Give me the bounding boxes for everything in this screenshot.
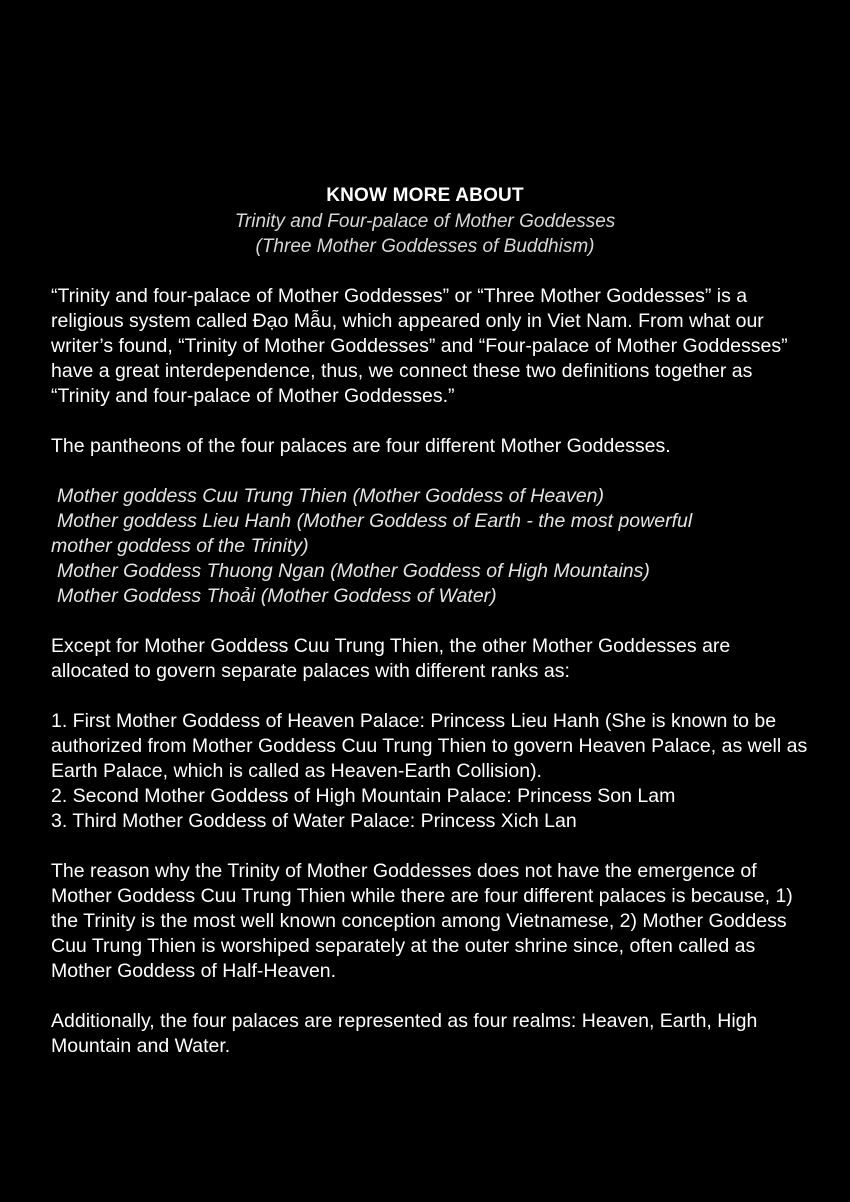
goddess-item [51, 559, 811, 584]
goddess-item-text: Mother Goddess Thuong Ngan (Mother Goddess of High Mountains) [57, 560, 650, 582]
article-body [51, 284, 811, 1059]
goddess-item-text: Mother goddess Cuu Trung Thien (Mother Goddess of Heaven) [57, 485, 604, 507]
goddess-item [51, 509, 811, 534]
allocation-paragraph: Except for Mother Goddess Cuu Trung Thien, the other Mother Goddesses are allocated to govern separate palaces with different ranks as: [51, 635, 731, 682]
rank-item: 1. First Mother Goddess of Heaven Palace: Princess Lieu Hanh (She is known to be authorized from Mother Goddess Cuu Trung Thien to govern Heaven Palace, as well as Earth Palace, which is called as Heaven-Earth Collision). [51, 710, 808, 782]
goddess-item [51, 584, 811, 609]
realms-paragraph: Additionally, the four palaces are represented as four realms: Heaven, Earth, High Mountain and Water. [51, 1010, 758, 1057]
subtitle-line-1: Trinity and Four-palace of Mother Goddesses [234, 211, 616, 232]
header [0, 183, 850, 259]
page-title: KNOW MORE ABOUT [326, 185, 524, 206]
subtitle-line-2: (Three Mother Goddesses of Buddhism) [255, 236, 595, 257]
goddess-list [51, 484, 811, 609]
pantheon-paragraph: The pantheons of the four palaces are four different Mother Goddesses. [51, 435, 671, 457]
goddess-item [51, 484, 811, 509]
rank-item: 3. Third Mother Goddess of Water Palace: Princess Xich Lan [51, 810, 577, 832]
goddess-item-continued: mother goddess of the Trinity) [51, 535, 309, 557]
goddess-item-text: Mother goddess Lieu Hanh (Mother Goddess of Earth - the most powerful [57, 510, 693, 532]
rank-item: 2. Second Mother Goddess of High Mountain Palace: Princess Son Lam [51, 785, 676, 807]
intro-paragraph: “Trinity and four-palace of Mother Goddesses” or “Three Mother Goddesses” is a religious system called Đạo Mẫu, which appeared only in Viet Nam. From what our writer’s found, “Trinity of Mother Goddesses” and “Four-palace of Mother Goddesses” have a great interdependence, thus, we connect these two definitions together as “Trinity and four-palace of Mother Goddesses.” [51, 285, 788, 407]
goddess-item-text: Mother Goddess Thoải (Mother Goddess of Water) [57, 585, 497, 607]
reason-paragraph: The reason why the Trinity of Mother Goddesses does not have the emergence of Mother Goddess Cuu Trung Thien while there are four different palaces is because, 1) the Trinity is the most well known conception among Vietnamese, 2) Mother Goddess Cuu Trung Thien is worshiped separately at the outer shrine since, often called as Mother Goddess of Half-Heaven. [51, 860, 793, 982]
